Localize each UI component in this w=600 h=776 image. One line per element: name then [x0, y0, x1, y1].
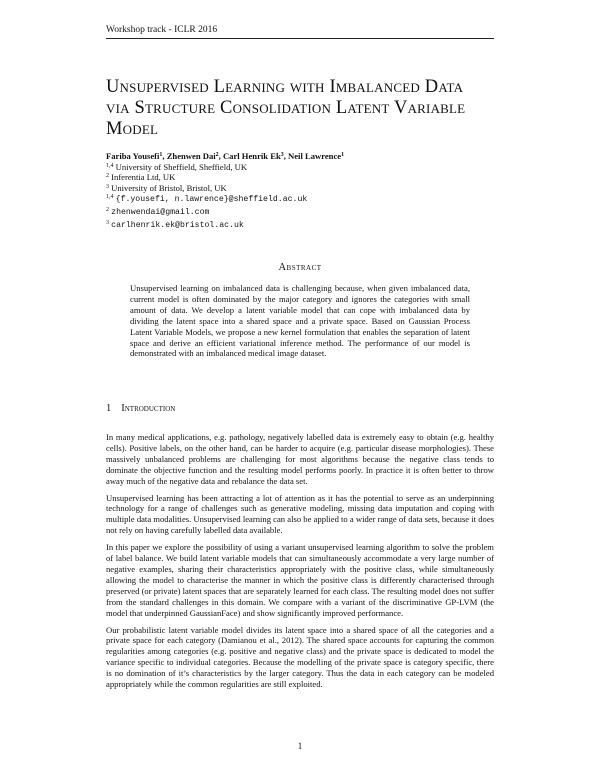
page-number: 1: [297, 741, 303, 751]
author-name: Zhenwen Dai: [166, 151, 216, 161]
abstract-heading: Abstract: [278, 262, 322, 273]
section-title: Introduction: [121, 403, 176, 414]
email-text[interactable]: {f.yousefi, n.lawrence}@sheffield.ac.uk: [115, 195, 308, 205]
running-header: Workshop track - ICLR 2016: [106, 25, 494, 39]
affiliation-text: Inferentia Ltd, UK: [111, 172, 176, 183]
paragraph: In many medical applications, e.g. pathology, negatively labelled data is extremely easy to obtain (e.g. healthy cells). Positive labels, on the other hand, can be harder to acquire (e.g. particular disease morphologies). These massively unbalanced problems are challenging for most algorithms because the negative class tends to dominate the objective function and the resulting model performs poorly. In practice it is often better to throw away much of the negative data and rebalance the data set.: [106, 432, 494, 486]
abstract-text: Unsupervised learning on imbalanced data is challenging because, when given imbalanced data, current model is often dominated by the major category and ignores the categories with small amount of data. We develop a latent variable model that can cope with imbalanced data by dividing the latent space into a shared space and a private space. Based on Gaussian Process Latent Variable Models, we propose a new kernel formulation that enables the separation of latent space and derive an efficient variational inference method. The performance of our model is demonstrated with an imbalanced medical image dataset.: [130, 283, 470, 359]
author-sep: ,: [218, 151, 223, 161]
section-heading: [106, 403, 175, 414]
author-sup: 1: [159, 152, 163, 158]
email: [106, 206, 506, 219]
author-block: [106, 151, 506, 231]
author-sep: ,: [162, 151, 167, 161]
author-name: Carl Henrik Ek: [222, 151, 281, 161]
author-sup: 1: [341, 152, 345, 158]
author-names: [106, 151, 506, 162]
author-name: Fariba Yousefi: [106, 151, 160, 161]
email-text[interactable]: zhenwendai@gmail.com: [111, 207, 210, 217]
affiliation: [106, 172, 506, 183]
email: [106, 193, 506, 206]
paragraph: Our probabilistic latent variable model divides its latent space into a shared space of all the categories and a private space for each category (Damianou et al., 2012). The shared space accounts for capturing the common regularities among categories (e.g. positive and negative class) and the private space is dedicated to model the variance specific to individual categories. Because the modelling of the private space is category specific, there is no domination of it’s characteristics by the larger category. Thus the data in each category can be modeled appropriately while the common regularities are still exploited.: [106, 624, 494, 690]
affiliation-text: University of Sheffield, Sheffield, UK: [115, 161, 248, 172]
author-sup: 2: [215, 152, 219, 158]
affiliation-sup: 3: [106, 183, 109, 190]
email-sup: 3: [106, 219, 109, 226]
email-sup: 1,4: [106, 194, 114, 201]
section-number: 1: [106, 403, 112, 414]
section-body: [106, 432, 494, 696]
affiliation: [106, 162, 506, 173]
email-text[interactable]: carlhenrik.ek@bristol.ac.uk: [111, 220, 244, 230]
author-sup: 3: [280, 152, 284, 158]
affiliation-text: University of Bristol, Bristol, UK: [111, 182, 227, 193]
paper-title: [106, 77, 506, 140]
email-sup: 2: [106, 206, 109, 213]
title-line-1: Unsupervised Learning with Imbalanced Data: [106, 77, 464, 97]
affiliation: [106, 183, 506, 194]
author-sep: ,: [283, 151, 289, 161]
affiliation-sup: 1,4: [106, 162, 114, 169]
affiliation-sup: 2: [106, 173, 109, 180]
title-line-2: via Structure Consolidation Latent Variable: [106, 98, 466, 118]
title-line-3: Model: [106, 119, 159, 139]
paragraph: In this paper we explore the possibility of using a variant unsupervised learning algorithm to solve the problem of label balance. We build latent variable models that can simultaneously accommodate a very large number of negative examples, sharing their characteristics appropriately with the positive class, while simultaneously allowing the model to characterise the manner in which the positive class is differently characterised through preserved (or private) latent spaces that are separately learned for each class. The resulting model does not suffer from the standard challenges in this domain. We compare with a variant of the discriminative GP-LVM (the model that underpinned GaussianFace) and show significantly improved performance.: [106, 542, 494, 618]
paragraph: Unsupervised learning has been attracting a lot of attention as it has the potential to serve as an underpinning technology for a range of challenges such as generative modeling, missing data imputation and coping with multiple data modalities. Unsupervised learning can also be applied to a wider range of data sets, because it does not rely on having carefully labelled data available.: [106, 492, 494, 536]
email: [106, 219, 506, 232]
author-name: Neil Lawrence: [288, 151, 342, 161]
